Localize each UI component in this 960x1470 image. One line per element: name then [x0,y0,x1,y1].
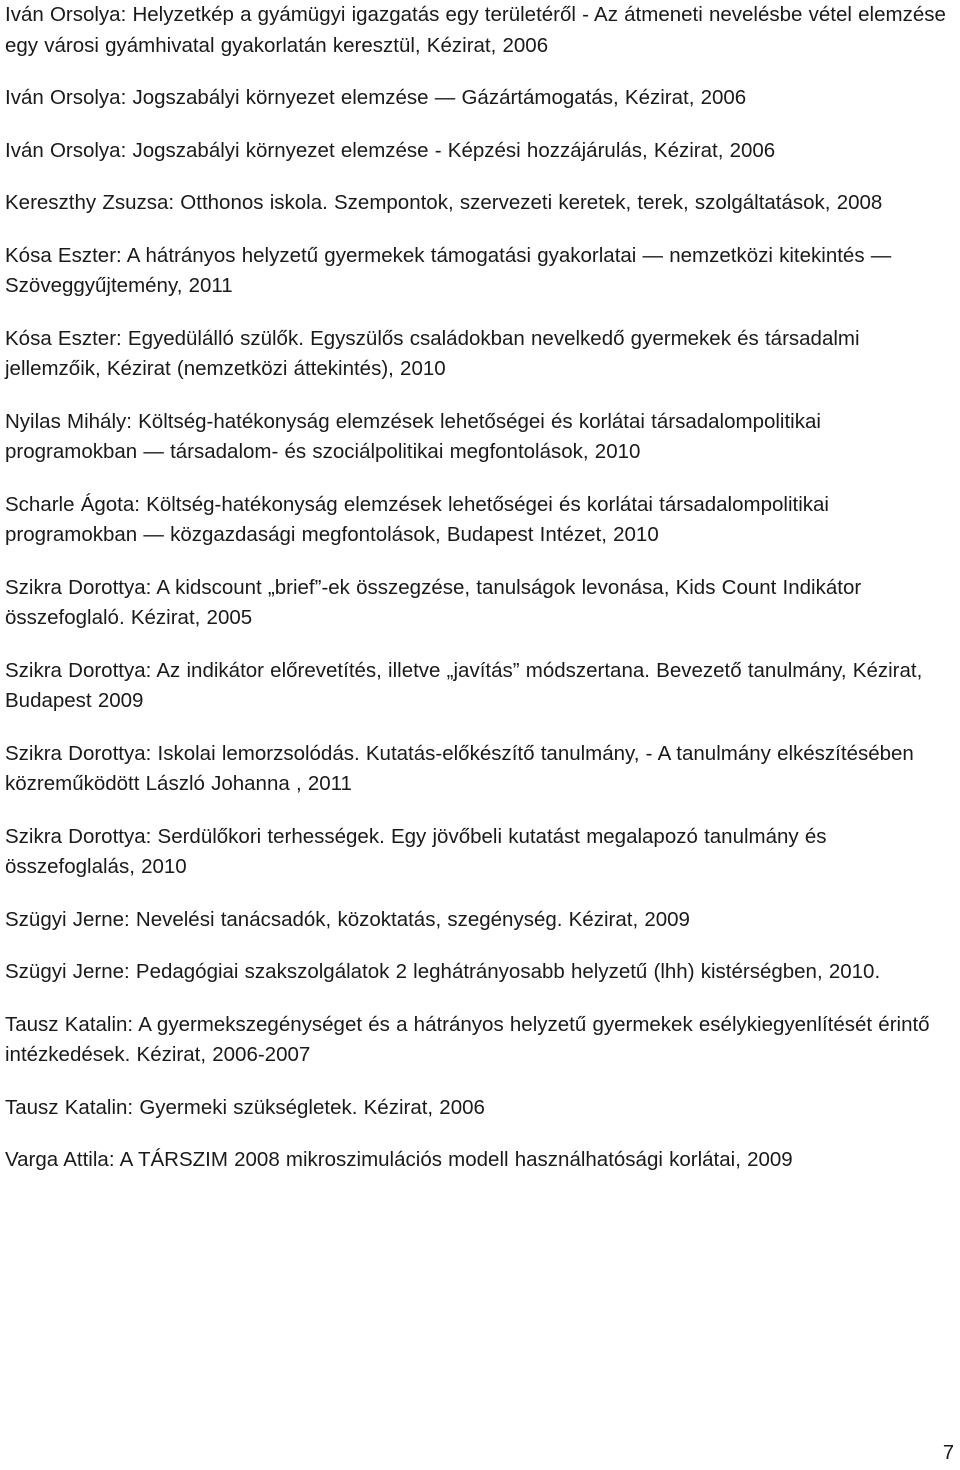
reference-item: Iván Orsolya: Helyzetkép a gyámügyi igazgatás egy területéről - Az átmeneti nevelésbe vétel elemzése egy városi gyámhivatal gyakorlatán keresztül, Kézirat, 2006 [5,3,946,57]
reference-item: Kósa Eszter: Egyedülálló szülők. Egyszülős családokban nevelkedő gyermekek és társadalmi jellemzőik, Kézirat (nemzetközi áttekintés), 2010 [5,326,860,380]
reference-item: Kereszthy Zsuzsa: Otthonos iskola. Szempontok, szervezeti keretek, terek, szolgáltatások, 2008 [5,191,883,214]
reference-item: Tausz Katalin: Gyermeki szükségletek. Kézirat, 2006 [5,1095,485,1119]
reference-item: Szikra Dorottya: A kidscount „brief”-ek összegzése, tanulságok levonása, Kids Count Indikátor összefoglaló. Kézirat, 2005 [5,575,862,629]
reference-item: Kósa Eszter: A hátrányos helyzetű gyermekek támogatási gyakorlatai — nemzetközi kitekintés — Szöveggyűjtemény, 2011 [5,243,892,297]
page-number: 7 [942,1442,954,1464]
reference-item: Szikra Dorottya: Iskolai lemorzsolódás. Kutatás-előkészítő tanulmány, - A tanulmány elkészítésében közreműködött László Johanna , 2011 [5,741,914,795]
reference-item: Szikra Dorottya: Serdülőkori terhességek. Egy jövőbeli kutatást megalapozó tanulmány és összefoglalás, 2010 [5,824,827,878]
reference-item: Szikra Dorottya: Az indikátor előrevetítés, illetve „javítás” módszertana. Bevezető tanulmány, Kézirat, Budapest 2009 [5,658,923,712]
reference-item: Szügyi Jerne: Pedagógiai szakszolgálatok 2 leghátrányosabb helyzetű (lhh) kistérségben, 2010. [5,960,881,983]
reference-item: Szügyi Jerne: Nevelési tanácsadók, közoktatás, szegénység. Kézirat, 2009 [5,907,690,931]
reference-item: Scharle Ágota: Költség-hatékonyság elemzések lehetőségei és korlátai társadalompolitikai programokban — közgazdasági megfontolások, Budapest Intézet, 2010 [5,492,829,546]
reference-list [5,0,955,1198]
reference-item: Iván Orsolya: Jogszabályi környezet elemzése — Gázártámogatás, Kézirat, 2006 [5,86,747,109]
reference-item: Varga Attila: A TÁRSZIM 2008 mikroszimulációs modell használhatósági korlátai, 2009 [5,1148,793,1171]
reference-item: Tausz Katalin: A gyermekszegénységet és a hátrányos helyzetű gyermekek esélykiegyenlítését érintő intézkedések. Kézirat, 2006-2007 [5,1012,930,1066]
reference-item: Iván Orsolya: Jogszabályi környezet elemzése - Képzési hozzájárulás, Kézirat, 2006 [5,138,776,162]
reference-item: Nyilas Mihály: Költség-hatékonyság elemzések lehetőségei és korlátai társadalompolitikai programokban — társadalom- és szociálpolitikai megfontolások, 2010 [5,409,821,463]
